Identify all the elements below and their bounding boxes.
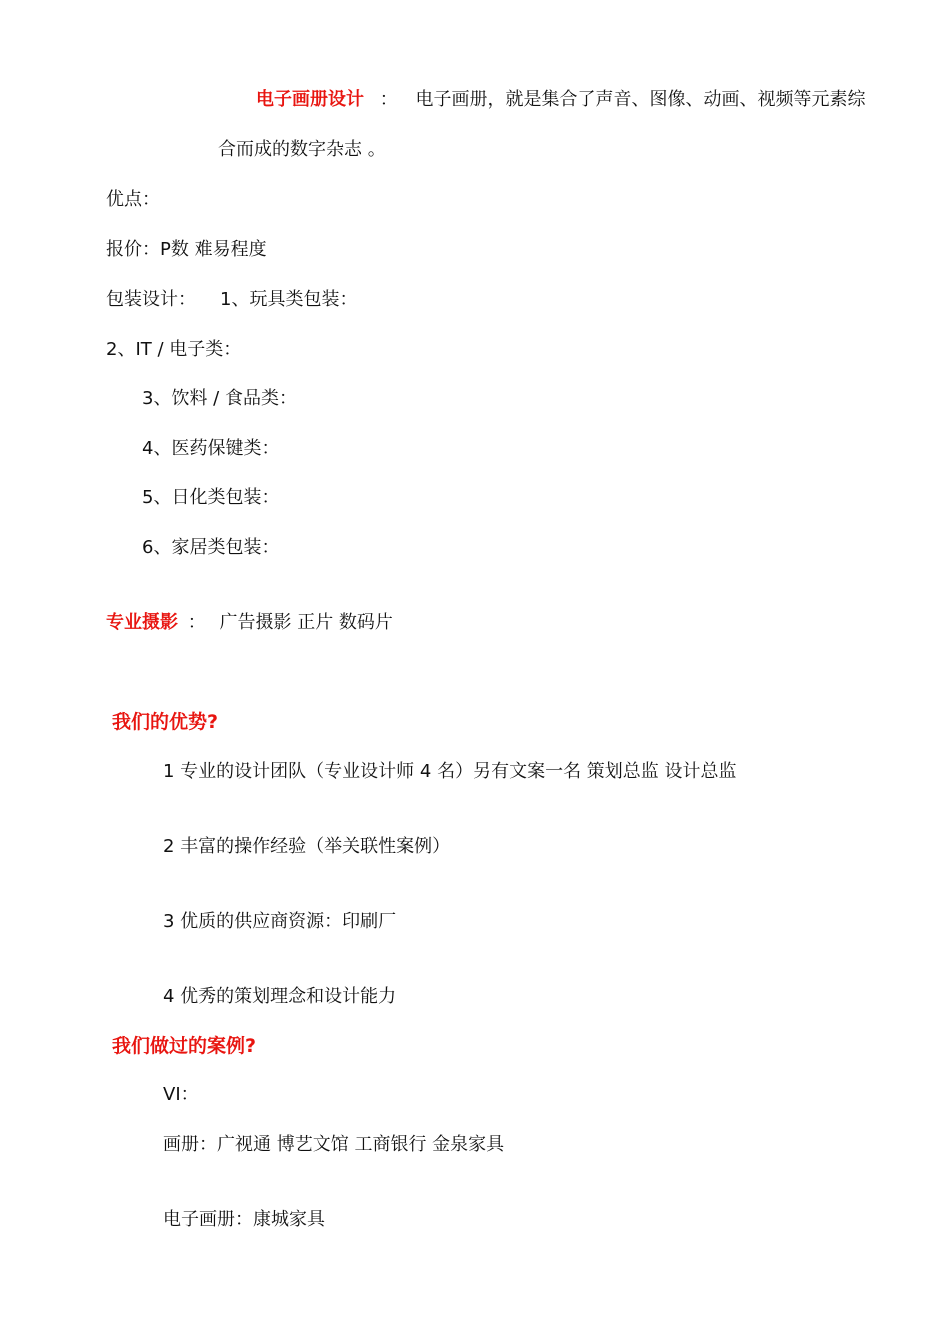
packaging-item-4: 4、医药保键类： <box>142 438 280 459</box>
ebook-label: 电子画册设计 <box>256 89 364 110</box>
ebook-desc-2: 合而成的数字杂志 。 <box>218 139 386 160</box>
ebook-line-1 <box>256 88 865 112</box>
cases-vi: VI： <box>163 1084 199 1105</box>
ebook-desc-1: 电子画册，就是集合了声音、图像、动画、视频等元素综 <box>415 89 866 110</box>
advantage-item-2: 2 丰富的操作经验（举关联性案例） <box>163 836 451 857</box>
cases-heading: 我们做过的案例? <box>112 1035 257 1057</box>
packaging-item-2: 2、IT / 电子类： <box>106 339 242 360</box>
packaging-label: 包装设计： <box>106 289 196 310</box>
cases-brochure: 画册：广视通 博艺文馆 工商银行 金泉家具 <box>163 1134 505 1155</box>
advantage-item-4: 4 优秀的策划理念和设计能力 <box>163 986 397 1007</box>
ebook-separator: ： <box>379 89 398 110</box>
cases-ebook: 电子画册：康城家具 <box>163 1209 325 1230</box>
advantages-label: 优点： <box>106 189 160 210</box>
packaging-item-5: 5、日化类包装： <box>142 487 280 508</box>
advantage-item-3: 3 优质的供应商资源：印刷厂 <box>163 911 397 932</box>
advantage-item-1: 1 专业的设计团队（专业设计师 4 名）另有文案一名 策划总监 设计总监 <box>163 761 737 782</box>
photo-desc: 广告摄影 正片 数码片 <box>219 612 393 633</box>
quote-line: 报价：P数 难易程度 <box>106 239 267 260</box>
photo-separator: ： <box>187 612 206 633</box>
photo-line <box>106 611 393 635</box>
packaging-item-3: 3、饮料 / 食品类： <box>142 388 297 409</box>
advantages-heading: 我们的优势? <box>112 711 219 733</box>
photo-label: 专业摄影 <box>106 612 178 633</box>
packaging-item-6: 6、家居类包装： <box>142 537 280 558</box>
packaging-item-1: 1、玩具类包装： <box>220 289 358 310</box>
